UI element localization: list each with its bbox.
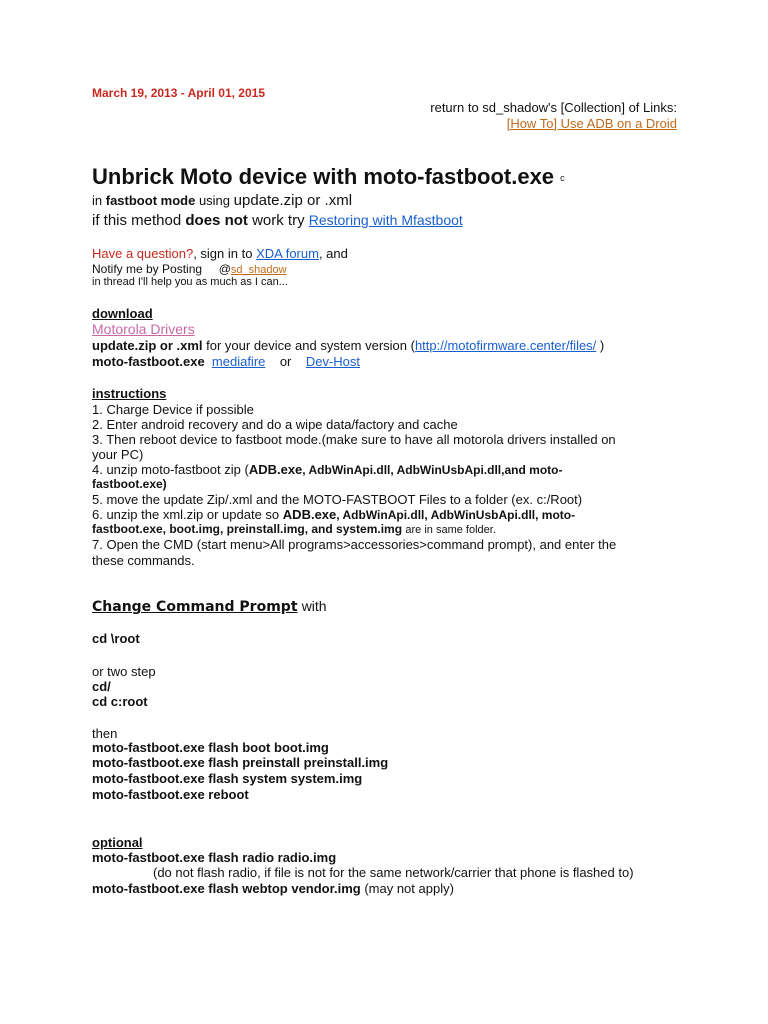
webtop-line [92, 881, 454, 896]
commands-heading [92, 597, 327, 616]
cmd-cd-root: cd \root [92, 631, 140, 646]
question-sign-in: , sign in to [193, 246, 253, 261]
or-two-step: or two step [92, 664, 156, 679]
question-ask: Have a question? [92, 246, 194, 261]
update-bold: update.zip or .xml [92, 338, 203, 353]
date-range: March 19, 2013 - April 01, 2015 [92, 86, 265, 100]
step-6b-rest: are in same folder. [405, 524, 496, 536]
devhost-link[interactable]: Dev-Host [305, 354, 361, 369]
step-4-rest: , AdbWinApi.dll, AdbWinUsbApi.dll,and moto- [302, 463, 563, 477]
step-7a: 7. Open the CMD (start menu>All programs>accessories>command prompt), and enter the [92, 537, 617, 552]
question-line [92, 246, 348, 261]
subtitle-big: update.zip or .xml [233, 192, 353, 209]
step-6-prefix: 6. unzip the xml.zip or update so [92, 507, 280, 522]
subtitle2-mid: work try [252, 212, 305, 229]
step-5: 5. move the update Zip/.xml and the MOTO-FASTBOOT Files to a folder (ex. c:/Root) [92, 492, 583, 507]
return-link[interactable]: [How To] Use ADB on a Droid [506, 116, 677, 131]
step-4a [92, 462, 562, 478]
step-7b: these commands. [92, 553, 195, 568]
step-3a: 3. Then reboot device to fastboot mode.(make sure to have all motorola drivers installed on [92, 432, 616, 447]
cmd-reboot: moto-fastboot.exe reboot [92, 787, 249, 802]
subtitle-bold: fastboot mode [105, 193, 196, 208]
mediafire-link[interactable]: mediafire [211, 354, 266, 369]
step-4-bold: ADB.exe [248, 462, 303, 477]
title-c-mark: c [560, 173, 565, 184]
cmd-flash-webtop: moto-fastboot.exe flash webtop vendor.img [92, 881, 361, 896]
cmd-flash-preinstall: moto-fastboot.exe flash preinstall preinstall.img [92, 755, 389, 770]
update-text: for your device and system version ( [206, 338, 415, 353]
step-3b: your PC) [92, 447, 144, 462]
thread-line: in thread I'll help you as much as I can... [92, 276, 288, 288]
cmd-flash-system: moto-fastboot.exe flash system system.img [92, 771, 363, 786]
step-6a [92, 507, 575, 523]
cmd-cd-slash: cd/ [92, 679, 111, 694]
title-text: Unbrick Moto device with moto-fastboot.exe [92, 164, 555, 189]
notify-text: Notify me by Posting [92, 262, 203, 276]
update-close: ) [599, 338, 605, 353]
optional-heading: optional [92, 835, 143, 850]
download-heading: download [92, 306, 153, 321]
radio-note: (do not flash radio, if file is not for the same network/carrier that phone is flashed to) [153, 865, 634, 880]
step-4-prefix: 4. unzip moto-fastboot zip ( [92, 462, 249, 477]
notify-at: @ [218, 262, 231, 276]
subtitle-mid: using [198, 193, 231, 208]
then-text: then [92, 726, 118, 741]
subtitle2-bold: does not [185, 212, 248, 229]
motorola-drivers-link[interactable]: Motorola Drivers [92, 321, 195, 337]
xda-forum-link[interactable]: XDA forum [256, 246, 319, 261]
exe-bold: moto-fastboot.exe [92, 354, 205, 369]
cmd-cd-croot: cd c:root [92, 694, 148, 709]
step-6b [92, 522, 496, 537]
page-title [92, 163, 565, 192]
exe-or: or [279, 354, 292, 369]
cmd-flash-radio: moto-fastboot.exe flash radio radio.img [92, 850, 337, 865]
step-4b: fastboot.exe) [92, 477, 167, 491]
commands-heading-rest: with [301, 598, 327, 614]
exe-line [92, 354, 360, 369]
restoring-link[interactable]: Restoring with Mfastboot [308, 212, 463, 228]
step-6b-bold: fastboot.exe, boot.img, preinstall.img, and system.img [92, 522, 403, 536]
cmd-flash-boot: moto-fastboot.exe flash boot boot.img [92, 740, 329, 755]
step-2: 2. Enter android recovery and do a wipe data/factory and cache [92, 417, 458, 432]
firmware-link[interactable]: http://motofirmware.center/files/ [414, 338, 597, 353]
step-6-bold: ADB.exe [282, 507, 337, 522]
subtitle2-prefix: if this method [92, 212, 182, 229]
sd-shadow-link[interactable]: sd_shadow [230, 264, 287, 276]
update-line [92, 338, 604, 353]
instructions-heading: instructions [92, 386, 167, 401]
subtitle-prefix: in [92, 193, 103, 208]
subtitle-line-1 [92, 192, 352, 210]
subtitle-line-2 [92, 210, 463, 231]
step-1: 1. Charge Device if possible [92, 402, 254, 417]
return-text: return to sd_shadow's [Collection] of Links: [430, 100, 677, 115]
step-6-rest: , AdbWinApi.dll, AdbWinUsbApi.dll, moto- [336, 508, 576, 522]
commands-heading-underlined: Change Command Prompt [92, 599, 298, 615]
webtop-note: (may not apply) [364, 881, 454, 896]
question-and: , and [318, 246, 348, 261]
